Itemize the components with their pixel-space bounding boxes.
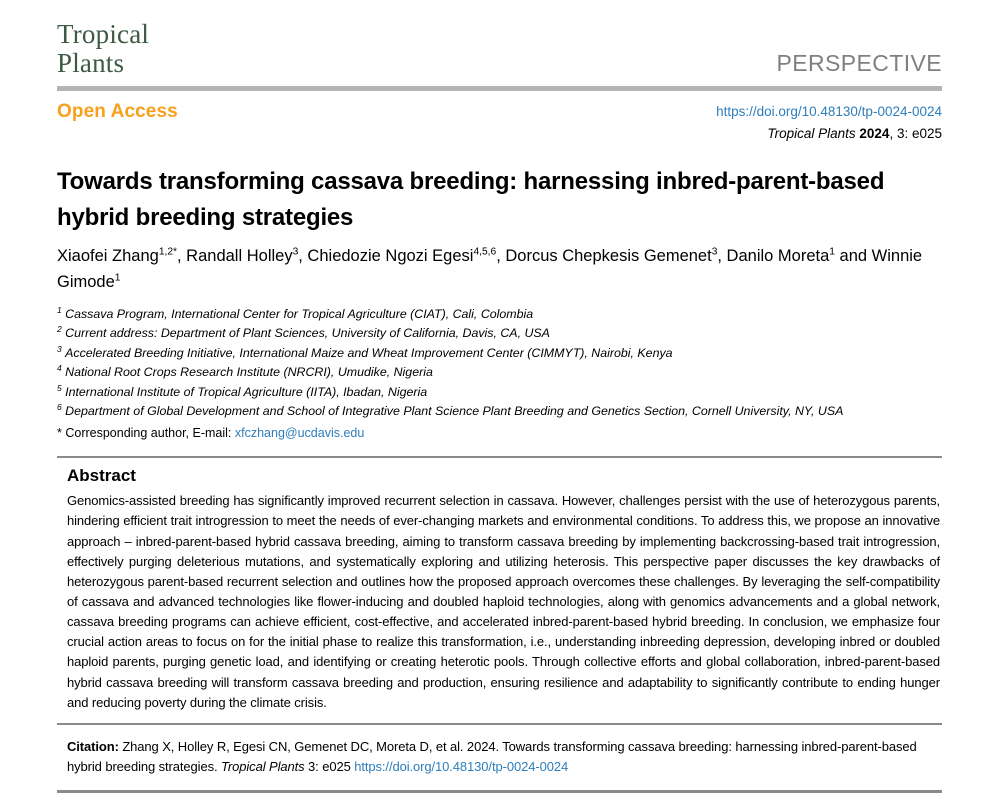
journal-header: [57, 20, 942, 78]
abstract-body: Genomics-assisted breeding has significantly improved recurrent selection in cassava. However, challenges persist with the use of heterozygous parents, hindering efficient trait introgression to meet the needs of ever-changing markets and environmental conditions. To address this, we propose an innovative approach – inbred-parent-based hybrid cassava breeding, aiming to transform cassava breeding by implementing backcrossing-based trait introgression, effectively purging deleterious mutations, and systematically exploring and utilizing heterosis. This perspective paper discusses the key drawbacks of heterozygous parent-based recurrent selection and outlines how the proposed approach overcomes these challenges. By leveraging the self-compatibility of cassava and advanced technologies like flower-inducing and doubled haploid technologies, along with genomics advancements and a global network, cassava breeding programs can achieve efficient, cost-effective, and accelerated inbred-parent-based hybrid breeding. In conclusion, we emphasize four crucial action areas to focus on for the initial phase to realize this transformation, i.e., understanding inbreeding depression, developing inbred or doubled haploid parents, purging genetic load, and identifying or creating heterotic pools. Through collective efforts and global collaboration, inbred-parent-based hybrid cassava breeding will transform cassava breeding and production, ensuring resilience and adaptability to significantly contribute to ending hunger and reducing poverty during the climate crisis.: [67, 493, 940, 710]
article-type-label: PERSPECTIVE: [776, 49, 942, 76]
corresponding-email-link[interactable]: xfczhang@ucdavis.edu: [234, 425, 365, 440]
citation-paragraph: [67, 737, 940, 777]
doi-link[interactable]: https://doi.org/10.48130/tp-0024-0024: [716, 103, 942, 119]
affiliation-item: $^4$ National Root Crops Research Institute (NRCRI), Umudike, Nigeria: [57, 363, 433, 380]
affiliation-item: $^3$ Accelerated Breeding Initiative, International Maize and Wheat Improvement Center (CIMMYT), Nairobi, Kenya: [57, 343, 673, 360]
author-list: Xiaofei Zhang$^{1,2*}$, Randall Holley$^3$, Chiedozie Ngozi Egesi$^{4,5,6}$, Dorcus Chepkesis Gemenet$^3$, Danilo Moreta$^1$ and Winnie Gimode$^1$: [57, 246, 923, 292]
affiliation-list: [57, 304, 942, 421]
citation-doi-link[interactable]: https://doi.org/10.48130/tp-0024-0024: [354, 758, 569, 774]
citation-section: [57, 723, 942, 793]
abstract-heading: Abstract: [67, 466, 136, 486]
affiliation-item: $^2$ Current address: Department of Plant Sciences, University of California, Davis, CA, USA: [57, 324, 550, 341]
corresponding-author-line: * Corresponding author, E-mail: xfczhang@ucdavis.edu: [57, 425, 365, 440]
citation-label: Citation:: [67, 738, 119, 754]
publication-meta: [716, 101, 942, 145]
affiliation-item: $^5$ International Institute of Tropical Agriculture (IITA), Ibadan, Nigeria: [57, 382, 428, 399]
article-title: Towards transforming cassava breeding: harnessing inbred-parent-based hybrid breeding strategies: [57, 168, 885, 232]
abstract-section: [57, 456, 942, 713]
issue-line: Tropical Plants 2024, 3: e025: [767, 125, 942, 141]
journal-logo: [57, 20, 149, 78]
journal-logo-line1: Tropical: [57, 19, 150, 49]
citation-text: Zhang X, Holley R, Egesi CN, Gemenet DC, Moreta D, et al. 2024. Towards transforming cassava breeding: harnessing inbred-parent-based hybrid breeding strategies. Tropical Plants 3: e025 https://doi.org/10.48130/tp-0024-0024: [67, 738, 917, 774]
open-access-badge: Open Access: [57, 100, 178, 122]
affiliation-item: $^6$ Department of Global Development and School of Integrative Plant Science Plant Breeding and Genetics Section, Cornell University, NY, USA: [57, 402, 844, 419]
subheader-row: [57, 101, 942, 145]
affiliation-item: $^1$ Cassava Program, International Center for Tropical Agriculture (CIAT), Cali, Colombia: [57, 304, 534, 321]
header-divider: [57, 86, 942, 91]
journal-logo-line2: Plants: [57, 47, 125, 78]
